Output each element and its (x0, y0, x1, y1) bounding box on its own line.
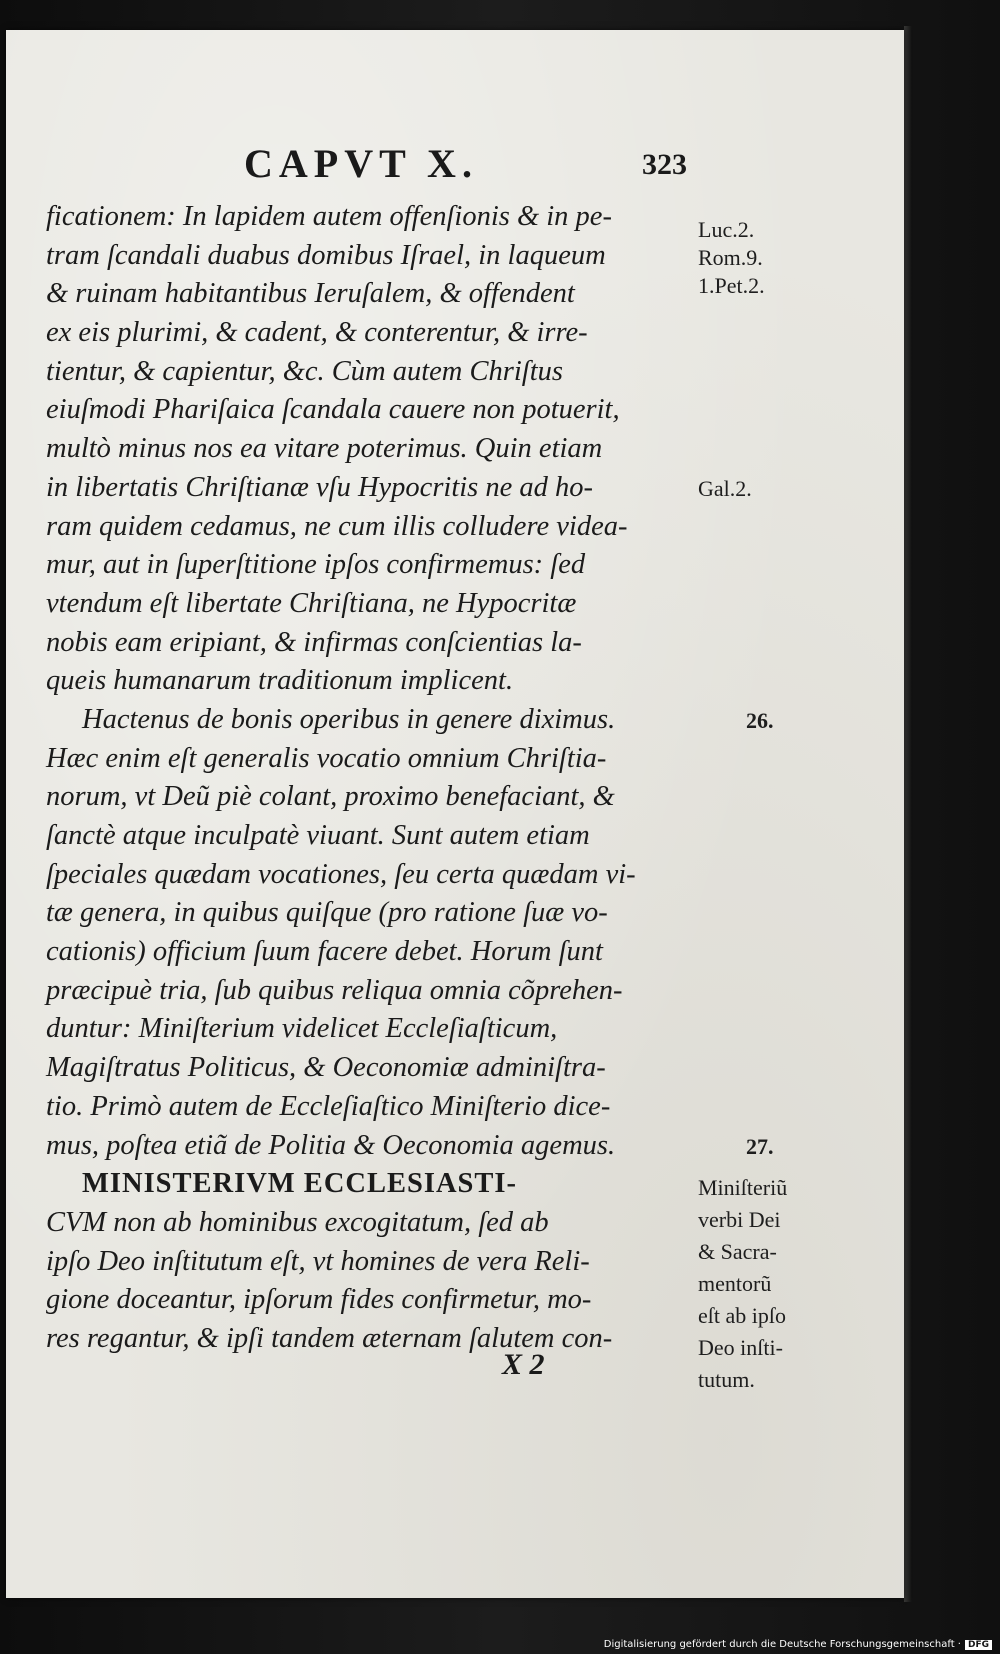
text-line: Hæc enim eſt generalis vocatio omnium Chriſtia- (46, 742, 607, 774)
text-line: tio. Primò autem de Eccleſiaſtico Miniſterio dice- (46, 1090, 611, 1122)
text-line: res regantur, & ipſi tandem æternam ſalutem con- (46, 1322, 613, 1354)
page-edge (904, 26, 912, 1602)
margin-note: 27. (746, 1133, 774, 1159)
margin-note: 26. (746, 708, 774, 734)
text-line: ex eis plurimi, & cadent, & conterentur, & irre- (46, 317, 588, 349)
text-line: ram quidem cedamus, ne cum illis colludere videa- (46, 510, 628, 542)
text-line: ſpeciales quædam vocationes, ſeu certa quædam vi- (46, 858, 636, 890)
text-line: MINISTERIVM ECCLESIASTI- (82, 1168, 517, 1200)
text-line: nobis eam eripiant, & infirmas conſcientias la- (46, 626, 582, 658)
text-line: Hactenus de bonis operibus in genere diximus. (82, 703, 616, 735)
margin-note: Rom.9. (698, 245, 763, 270)
text-line: ficationem: In lapidem autem offenſionis & in pe- (46, 201, 612, 232)
text-line: queis humanarum traditionum implicent. (46, 665, 514, 697)
text-line: tientur, & capientur, &c. Cùm autem Chriſtus (46, 355, 563, 387)
margin-note: Gal.2. (698, 475, 752, 501)
text-line: eiuſmodi Phariſaica ſcandala cauere non potuerit, (46, 394, 620, 426)
digitization-footer (604, 1639, 992, 1650)
margin-note: eſt ab ipſo (698, 1302, 786, 1328)
text-line: vtendum eſt libertate Chriſtiana, ne Hypocritæ (46, 587, 577, 619)
text-line: mur, aut in ſuperſtitione ipſos confirmemus: ſed (46, 549, 586, 581)
signature-mark: X 2 (502, 1348, 545, 1381)
margin-note: Miniſteriũ (698, 1174, 788, 1200)
margin-note: mentorũ (698, 1270, 772, 1296)
text-line: gione doceantur, ipſorum fides confirmetur, mo- (46, 1284, 592, 1316)
text-line: multò minus nos ea vitare poterimus. Quin etiam (46, 433, 603, 465)
dfg-logo: DFG (965, 1640, 992, 1650)
margin-note: Deo inſti- (698, 1334, 783, 1360)
text-line: & ruinam habitantibus Ieruſalem, & offendent (46, 278, 575, 310)
margin-note: & Sacra- (698, 1238, 777, 1264)
text-line: norum, vt Deũ piè colant, proximo benefaciant, & (46, 781, 615, 813)
margin-note: verbi Dei (698, 1206, 781, 1232)
text-line: ipſo Deo inſtitutum eſt, vt homines de vera Reli- (46, 1245, 590, 1277)
text-line: præcipuè tria, ſub quibus reliqua omnia cõprehen- (46, 974, 623, 1006)
margin-note: tutum. (698, 1366, 755, 1392)
text-line: ſanctè atque inculpatè viuant. Sunt autem etiam (46, 820, 590, 851)
text-line: duntur: Miniſterium videlicet Eccleſiaſticum, (46, 1013, 558, 1045)
text-line: Magiſtratus Politicus, & Oeconomiæ adminiſtra- (46, 1052, 606, 1084)
text-line: tæ genera, in quibus quiſque (pro ratione ſuæ vo- (46, 897, 608, 929)
text-line: in libertatis Chriſtianæ vſu Hypocritis ne ad ho- (46, 471, 594, 503)
text-line: CVM non ab hominibus excogitatum, ſed ab (46, 1206, 549, 1238)
footer-credit: Digitalisierung gefördert durch die Deutsche Forschungsgemeinschaft · (603, 1639, 961, 1650)
text-line: mus, poſtea etiã de Politia & Oeconomia agemus. (46, 1129, 616, 1161)
text-line: tram ſcandali duabus domibus Iſrael, in laqueum (46, 239, 606, 271)
running-head: CAPVT X. (244, 141, 478, 186)
main-text-block (46, 198, 696, 1359)
page-number: 323 (642, 148, 687, 181)
margin-note: 1.Pet.2. (698, 273, 765, 298)
book-page (6, 30, 904, 1598)
text-line: cationis) officium ſuum facere debet. Horum ſunt (46, 936, 603, 968)
margin-note: Luc.2. (698, 217, 755, 242)
